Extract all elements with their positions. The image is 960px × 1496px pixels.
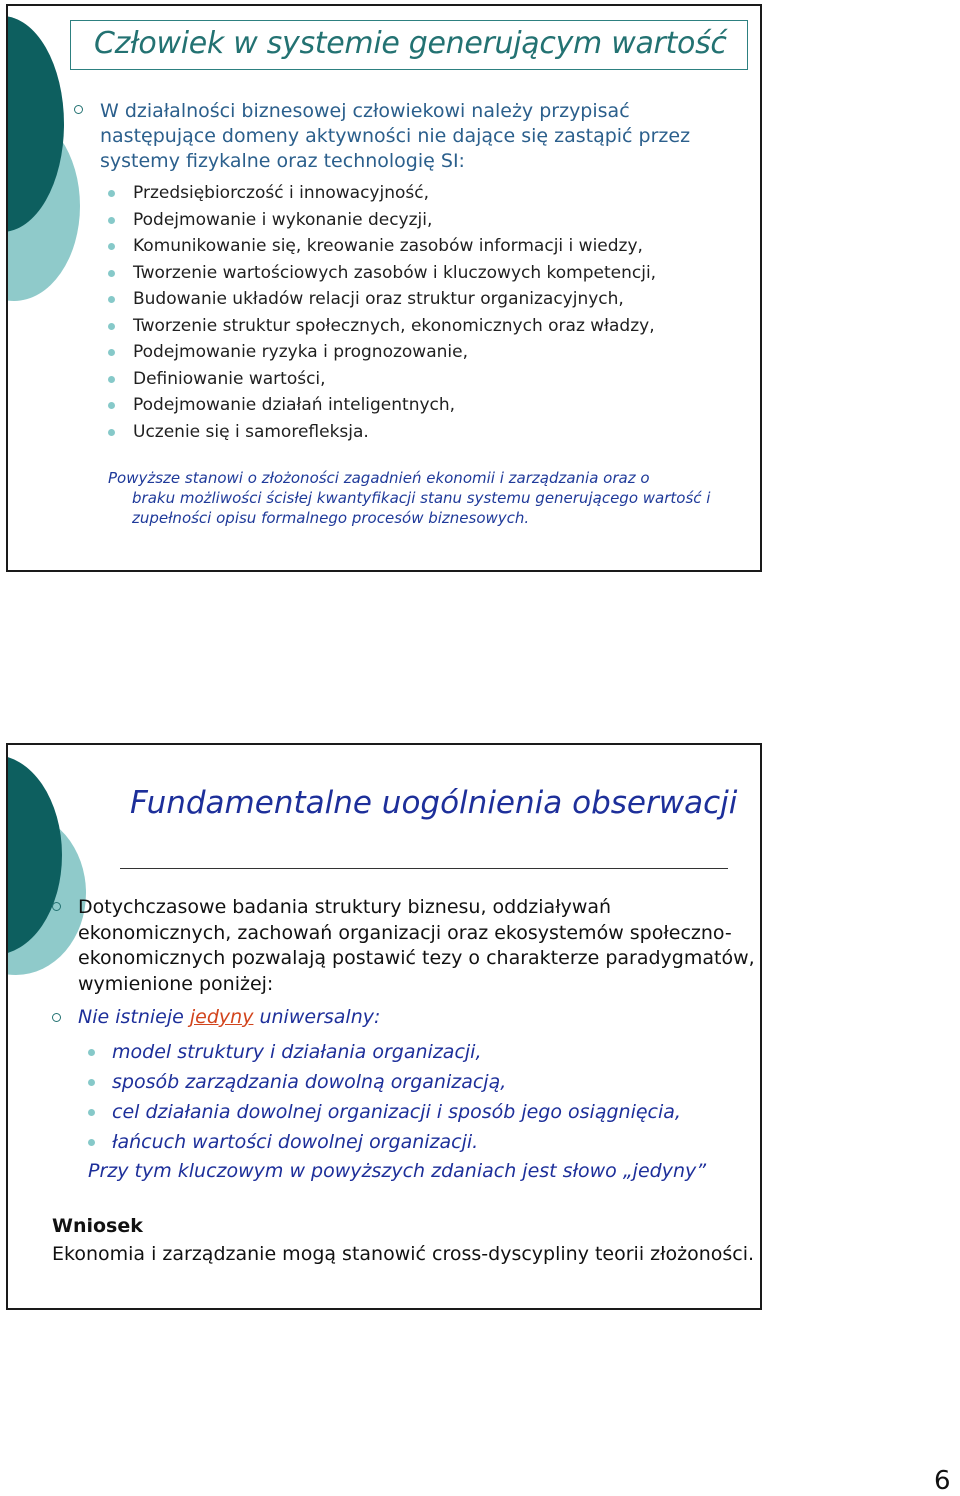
slide-1: [6, 4, 762, 572]
bullet-dot-icon: [108, 402, 115, 409]
bullet-dot-icon: [108, 270, 115, 277]
list-item: Definiowanie wartości,: [108, 366, 656, 393]
conclusion-heading: Wniosek: [52, 1215, 143, 1237]
list-item: Tworzenie wartościowych zasobów i kluczowych kompetencji,: [108, 260, 656, 287]
complexity-note: [108, 468, 728, 528]
slide-title: Fundamentalne uogólnienia obserwacji: [130, 785, 738, 821]
list-item: Przedsiębiorczość i innowacyjność,: [108, 180, 656, 207]
decorative-circles: [8, 6, 98, 572]
bullet-dot-icon: [108, 376, 115, 383]
bullet-dot-icon: [88, 1139, 95, 1146]
page-number: 6: [934, 1466, 951, 1496]
list-item: sposób zarządzania dowolną organizacją,: [88, 1067, 681, 1097]
slide-2: [6, 743, 762, 1310]
research-paragraph: Dotychczasowe badania struktury biznesu, oddziaływań ekonomicznych, zachowań organizacji oraz ekosystemów społeczno-ekonomicznych pozwalają postawić tezy o charakterze paradygmatów, wymienione poniżej:: [78, 896, 755, 995]
intro-paragraph: W działalności biznesowej człowiekowi należy przypisać następujące domeny aktywności nie dające się zastąpić przez systemy fizykalne oraz technologię SI:: [100, 100, 691, 172]
bullet-dot-icon: [108, 323, 115, 330]
bullet-dot-icon: [88, 1109, 95, 1116]
note-line-1: Powyższe stanowi o złożoności zagadnień ekonomii i zarządzania oraz o: [108, 469, 650, 487]
bullet-dot-icon: [108, 349, 115, 356]
bullet-dot-icon: [108, 217, 115, 224]
highlighted-word: jedyny: [189, 1006, 254, 1028]
list-item: Podejmowanie ryzyka i prognozowanie,: [108, 339, 656, 366]
list-item: model struktury i działania organizacji,: [88, 1037, 681, 1067]
thesis-line: Nie istnieje jedyny uniwersalny:: [78, 1006, 381, 1028]
list-item: Uczenie się i samorefleksja.: [108, 419, 656, 446]
list-item: Komunikowanie się, kreowanie zasobów informacji i wiedzy,: [108, 233, 656, 260]
list-item: Podejmowanie działań inteligentnych,: [108, 392, 656, 419]
list-item: Budowanie układów relacji oraz struktur organizacyjnych,: [108, 286, 656, 313]
ring-bullet-icon: [52, 902, 61, 911]
note-continuation: braku możliwości ścisłej kwantyfikacji stanu systemu generującego wartość i zupełności opisu formalnego procesów biznesowych.: [132, 489, 711, 527]
ring-bullet-icon: [74, 105, 83, 114]
title-divider: [120, 868, 728, 869]
list-item: łańcuch wartości dowolnej organizacji.: [88, 1127, 681, 1157]
conclusion-text: Ekonomia i zarządzanie mogą stanowić cross-dyscypliny teorii złożoności.: [52, 1243, 755, 1265]
bullet-dot-icon: [108, 296, 115, 303]
bullet-dot-icon: [108, 243, 115, 250]
bullet-dot-icon: [88, 1079, 95, 1086]
keyword-note: Przy tym kluczowym w powyższych zdaniach jest słowo „jedyny”: [88, 1160, 707, 1182]
ring-bullet-icon: [52, 1013, 61, 1022]
domain-list: [108, 180, 656, 445]
bullet-dot-icon: [88, 1049, 95, 1056]
bullet-dot-icon: [108, 429, 115, 436]
list-item: Tworzenie struktur społecznych, ekonomicznych oraz władzy,: [108, 313, 656, 340]
slide-title: Człowiek w systemie generującym wartość: [94, 26, 727, 61]
list-item: Podejmowanie i wykonanie decyzji,: [108, 207, 656, 234]
paradigm-list: [88, 1037, 681, 1157]
bullet-dot-icon: [108, 190, 115, 197]
list-item: cel działania dowolnej organizacji i sposób jego osiągnięcia,: [88, 1097, 681, 1127]
